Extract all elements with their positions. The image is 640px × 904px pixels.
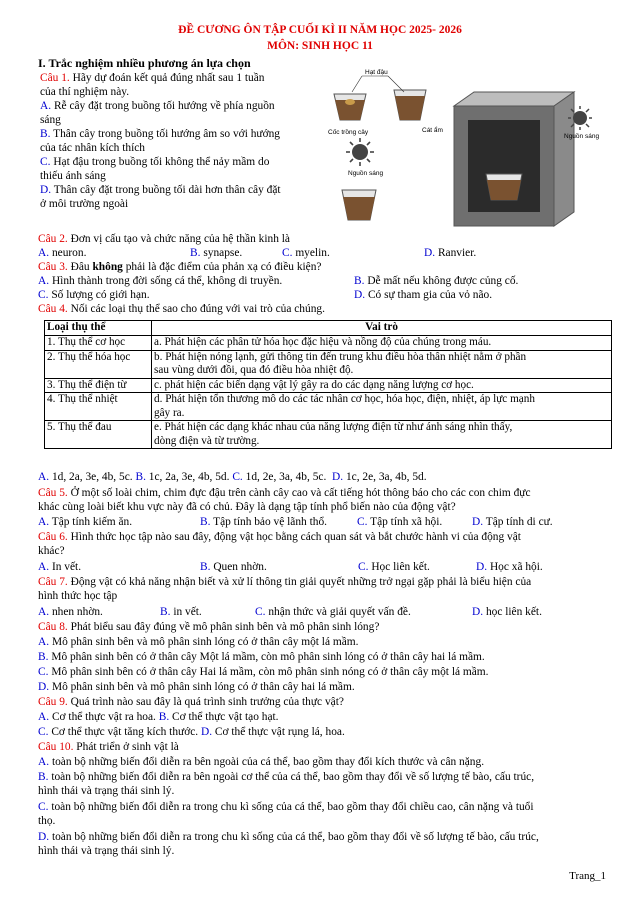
option-c	[282, 246, 330, 260]
receptor-table	[44, 320, 612, 449]
option-b	[200, 515, 327, 529]
option-text: Mô phân sinh bên và mô phân sinh lóng có ở thân cây một lá mầm.	[51, 636, 359, 648]
option-text: Tập tính kiếm ăn.	[51, 516, 133, 528]
question-number: Câu 9.	[38, 696, 68, 708]
option-text: Tập tính bảo vệ lãnh thổ.	[213, 516, 327, 528]
page-number: Trang_1	[569, 870, 606, 882]
question-text: Hình thức học tập nào sau đây, động vật học bằng cách quan sát và bắt chước hành vi của động vật	[70, 531, 521, 543]
option-letter: A.	[38, 275, 50, 287]
question-1	[40, 71, 264, 85]
question-9	[38, 695, 344, 709]
option-b	[200, 560, 267, 574]
document-subject: MÔN: SINH HỌC 11	[267, 40, 373, 52]
question-text: Phát triển ở sinh vật là	[76, 741, 179, 753]
option-letter: A.	[38, 247, 50, 259]
option-letter: B.	[135, 471, 146, 483]
option-text: Dễ mất nếu không được củng cố.	[367, 275, 519, 287]
option-text: Cơ thể thực vật ra hoa.	[51, 711, 156, 723]
option-letter: A.	[38, 711, 50, 723]
option-letter: C.	[357, 516, 368, 528]
option-letter: A.	[38, 516, 50, 528]
option-text: Cơ thể thực vật tạo hạt.	[172, 711, 279, 723]
question-text: Phát biểu sau đây đúng về mô phân sinh bên và mô phân sinh lóng?	[70, 621, 380, 633]
option-letter: D.	[38, 681, 50, 693]
option-letter: C.	[282, 247, 293, 259]
option-text: toàn bộ những biến đổi diễn ra trong chu kì sống của cá thể, bao gồm thay đổi chiều cao, cân nặng và tuổi	[51, 801, 534, 813]
question-text: Quá trình nào sau đây là quá trình sinh trưởng của thực vật?	[70, 696, 344, 708]
option-a	[40, 99, 275, 113]
option-c-d	[38, 725, 345, 739]
document-title: ĐỀ CƯƠNG ÔN TẬP CUỐI KÌ II NĂM HỌC 2025- 2026	[178, 24, 462, 36]
table-cell	[152, 421, 612, 449]
question-2	[38, 232, 290, 246]
option-text-line: thọ.	[38, 815, 56, 827]
option-text: 1d, 2a, 3e, 4b, 5c.	[51, 471, 133, 483]
question-emphasis: không	[92, 261, 123, 273]
option-text: synapse.	[203, 247, 243, 259]
option-a	[38, 605, 103, 619]
option-letter: D.	[38, 831, 50, 843]
option-b	[160, 605, 202, 619]
option-d	[354, 288, 492, 302]
option-d	[40, 183, 281, 197]
option-text: In vết.	[51, 561, 82, 573]
option-d	[472, 515, 553, 529]
question-text: Đơn vị cấu tạo và chức năng của hệ thần kinh là	[70, 233, 290, 245]
question-number: Câu 10.	[38, 741, 74, 753]
option-text: Mô phân sinh bên có ở thân cây Một lá mầm, còn mô phân sinh lóng có ở thân cây hai lá mầm.	[51, 651, 485, 663]
table-row	[45, 393, 612, 421]
question-text: Động vật có khả năng nhận biết và xử lí thông tin giải quyết những trở ngại gặp phải là biểu hiện của	[70, 576, 532, 588]
option-letter: B.	[160, 606, 171, 618]
option-b	[38, 650, 485, 664]
option-c	[357, 515, 442, 529]
cup-icon	[342, 190, 376, 220]
option-a	[38, 274, 282, 288]
figure-label: Hạt đậu	[365, 69, 388, 76]
section-heading: I. Trắc nghiệm nhiều phương án lựa chọn	[38, 56, 251, 70]
table-header-row	[45, 321, 612, 336]
option-letter: A.	[38, 756, 50, 768]
option-text: Cơ thể thực vật rụng lá, hoa.	[214, 726, 345, 738]
table-cell: 1. Thụ thể cơ học	[45, 336, 152, 351]
question-3	[38, 260, 322, 274]
table-cell: 3. Thụ thể điện từ	[45, 378, 152, 393]
option-letter: A.	[38, 561, 50, 573]
question-text: Đâu	[70, 261, 90, 273]
option-text-line: sáng	[40, 114, 61, 126]
table-cell: 5. Thụ thể đau	[45, 421, 152, 449]
question-7	[38, 575, 531, 589]
option-letter: B.	[190, 247, 201, 259]
option-d	[38, 680, 355, 694]
option-letter: B.	[354, 275, 365, 287]
option-b	[190, 246, 242, 260]
option-text: Số lượng có giới hạn.	[51, 289, 150, 301]
option-text-line: thiếu ánh sáng	[40, 170, 106, 182]
cell-line: gây ra.	[154, 406, 185, 419]
option-letter: D.	[40, 184, 52, 196]
cup-icon	[394, 90, 426, 120]
figure-label: Nguồn sáng	[348, 170, 384, 177]
sun-icon	[346, 138, 374, 166]
option-text: Học xã hội.	[489, 561, 543, 573]
table-row	[45, 378, 612, 393]
option-text: 1c, 2a, 3e, 4b, 5d.	[148, 471, 230, 483]
option-letter: D.	[476, 561, 488, 573]
question-text: phải là đặc điểm của phản xạ có điều kiện?	[125, 261, 322, 273]
option-d	[472, 605, 542, 619]
figure-label: Nguồn sáng	[564, 133, 600, 140]
table-row	[45, 336, 612, 351]
option-letter: C.	[232, 471, 243, 483]
question-text: Nối các loại thụ thể sao cho đúng với vai trò của chúng.	[70, 303, 325, 315]
option-text: Mô phân sinh bên và mô phân sinh lóng có ở thân cây hai lá mầm.	[51, 681, 355, 693]
option-letter: C.	[358, 561, 369, 573]
cell-line: b. Phát hiện nóng lạnh, gửi thông tin đến trung khu điều hòa thân nhiệt nằm ở phần	[154, 350, 527, 363]
table-cell	[152, 350, 612, 378]
table-cell: 4. Thụ thể nhiệt	[45, 393, 152, 421]
option-b	[354, 274, 518, 288]
option-text-line: hình thái và trạng thái sinh lý.	[38, 845, 175, 857]
question-text: Hãy dự đoán kết quả đúng nhất sau 1 tuần	[72, 72, 265, 84]
option-text: 1d, 2e, 3a, 4b, 5c.	[245, 471, 327, 483]
option-text-line: ở môi trường ngoài	[40, 198, 129, 210]
option-letter: D.	[200, 726, 213, 738]
option-letter: D.	[472, 606, 484, 618]
option-a-b	[38, 710, 279, 724]
experiment-figure	[318, 62, 608, 230]
question-8	[38, 620, 379, 634]
option-text: Học liên kết.	[371, 561, 430, 573]
question-10	[38, 740, 179, 754]
option-a	[38, 635, 359, 649]
option-text: Có sự tham gia của vỏ não.	[367, 289, 493, 301]
cell-line: dòng điện và từ trường.	[154, 434, 260, 447]
option-c	[358, 560, 430, 574]
table-cell: a. Phát hiện các phân tử hóa học đặc hiệu và nồng độ của chúng trong máu.	[152, 336, 612, 351]
question-6	[38, 530, 521, 544]
option-text: Thân cây trong buồng tối hướng âm so với hướng	[53, 128, 280, 140]
option-c	[255, 605, 411, 619]
option-a	[38, 755, 484, 769]
option-letter: C.	[38, 801, 49, 813]
table-cell	[152, 393, 612, 421]
option-letter: A.	[38, 606, 50, 618]
question-number: Câu 8.	[38, 621, 68, 633]
option-letter: D.	[354, 289, 366, 301]
option-text: Hạt đậu trong buồng tối không thể nảy mầm do	[53, 156, 270, 168]
table-cell: c. phát hiện các biến dạng vật lý gây ra do các dạng năng lượng cơ học.	[152, 378, 612, 393]
option-letter: C.	[40, 156, 51, 168]
option-text: Ranvier.	[437, 247, 477, 259]
option-c	[40, 155, 269, 169]
option-c	[38, 665, 489, 679]
option-text: toàn bộ những biến đổi diễn ra trong chu kì sống của cá thể, bao gồm thay đổi về số lượng tế bào, cấu trúc,	[51, 831, 539, 843]
cell-line: e. Phát hiện các dạng khác nhau của năng lượng điện từ như ánh sáng nhìn thấy,	[154, 421, 513, 433]
question-text-line: của thí nghiệm này.	[40, 86, 130, 98]
option-letter: A.	[40, 100, 52, 112]
option-a	[38, 515, 132, 529]
figure-label: Cát ẩm	[422, 127, 443, 134]
question-number: Câu 2.	[38, 233, 68, 245]
option-letter: B.	[40, 128, 51, 140]
option-letter: C.	[38, 726, 49, 738]
option-b	[38, 770, 534, 784]
option-text: in vết.	[173, 606, 202, 618]
option-a	[38, 246, 86, 260]
option-c	[38, 288, 150, 302]
option-text-line: hình thái và trạng thái sinh lý.	[38, 785, 175, 797]
table-header: Loại thụ thể	[45, 321, 152, 336]
option-text: 1c, 2e, 3a, 4b, 5d.	[345, 471, 427, 483]
option-letter: C.	[38, 289, 49, 301]
option-d	[38, 830, 539, 844]
option-text: Thân cây đặt trong buồng tối dài hơn thân cây đặt	[53, 184, 281, 196]
option-letter: D.	[472, 516, 484, 528]
option-d	[476, 560, 543, 574]
option-text: nhen nhờn.	[51, 606, 103, 618]
option-letter: D.	[424, 247, 436, 259]
option-text: Mô phân sinh bên có ở thân cây Hai lá mầm, còn mô phân sinh nóng có ở thân cây một lá mầm.	[51, 666, 489, 678]
question-number: Câu 7.	[38, 576, 68, 588]
option-text: toàn bộ những biến đổi diễn ra bên ngoài của cá thể, bao gồm thay đổi kích thước và cân nặng.	[51, 756, 485, 768]
question-text-line: khác?	[38, 545, 65, 557]
option-text: học liên kết.	[485, 606, 542, 618]
dark-box-icon	[454, 62, 574, 226]
table-row	[45, 350, 612, 378]
question-text-line: hình thức học tập	[38, 590, 118, 602]
question-4	[38, 302, 325, 316]
cell-line: sau vùng dưới đồi, qua đó điều hòa nhiệt độ.	[154, 364, 354, 376]
option-text: Rễ cây đặt trong buồng tối hướng về phía nguồn	[53, 100, 275, 112]
option-letter: B.	[38, 771, 49, 783]
question-number: Câu 5.	[38, 487, 68, 499]
question-text-line: khác cùng loài biết khu vực này đã có chủ. Đây là dạng tập tính phổ biến nào của động vật?	[38, 501, 456, 513]
option-letter: B.	[200, 516, 211, 528]
option-text: neuron.	[51, 247, 87, 259]
option-letter: A.	[38, 636, 50, 648]
cup-with-seed-icon	[334, 94, 366, 120]
option-letter: D.	[332, 471, 344, 483]
option-c	[38, 800, 534, 814]
cell-line: d. Phát hiện tổn thương mô do các tác nhân cơ học, hóa học, điện, nhiệt, áp lực mạnh	[154, 393, 535, 405]
question-number: Câu 1.	[40, 72, 70, 84]
option-letter: C.	[255, 606, 266, 618]
option-letter: B.	[38, 651, 49, 663]
option-text: Cơ thể thực vật tăng kích thước.	[51, 726, 199, 738]
question-text: Ở một số loài chim, chim đực đậu trên cành cây cao và cất tiếng hót thông báo cho các con chim đực	[70, 487, 531, 499]
table-cell: 2. Thụ thể hóa học	[45, 350, 152, 378]
option-letter: C.	[38, 666, 49, 678]
option-letter: B.	[200, 561, 211, 573]
option-text: Tập tính xã hội.	[370, 516, 443, 528]
option-text: Hình thành trong đời sống cá thể, không di truyền.	[51, 275, 283, 287]
option-text: Quen nhờn.	[213, 561, 267, 573]
figure-label: Cốc trồng cây	[328, 129, 369, 136]
option-text-line: của tác nhân kích thích	[40, 142, 146, 154]
table-header: Vai trò	[152, 321, 612, 336]
option-d	[424, 246, 476, 260]
option-text: myelin.	[295, 247, 330, 259]
option-a	[38, 560, 81, 574]
question-number: Câu 4.	[38, 303, 68, 315]
question-number: Câu 6.	[38, 531, 68, 543]
question-4-options	[38, 470, 427, 484]
option-text: nhận thức và giải quyết vấn đề.	[268, 606, 411, 618]
question-number: Câu 3.	[38, 261, 68, 273]
option-text: toàn bộ những biến đổi diễn ra bên ngoài cơ thể của cá thể, bao gồm thay đổi về số lượng tế bào, cấu trúc,	[51, 771, 535, 783]
option-text: Tập tính di cư.	[485, 516, 553, 528]
option-letter: B.	[158, 711, 170, 723]
option-b	[40, 127, 280, 141]
question-5	[38, 486, 531, 500]
option-letter: A.	[38, 471, 50, 483]
table-row	[45, 421, 612, 449]
